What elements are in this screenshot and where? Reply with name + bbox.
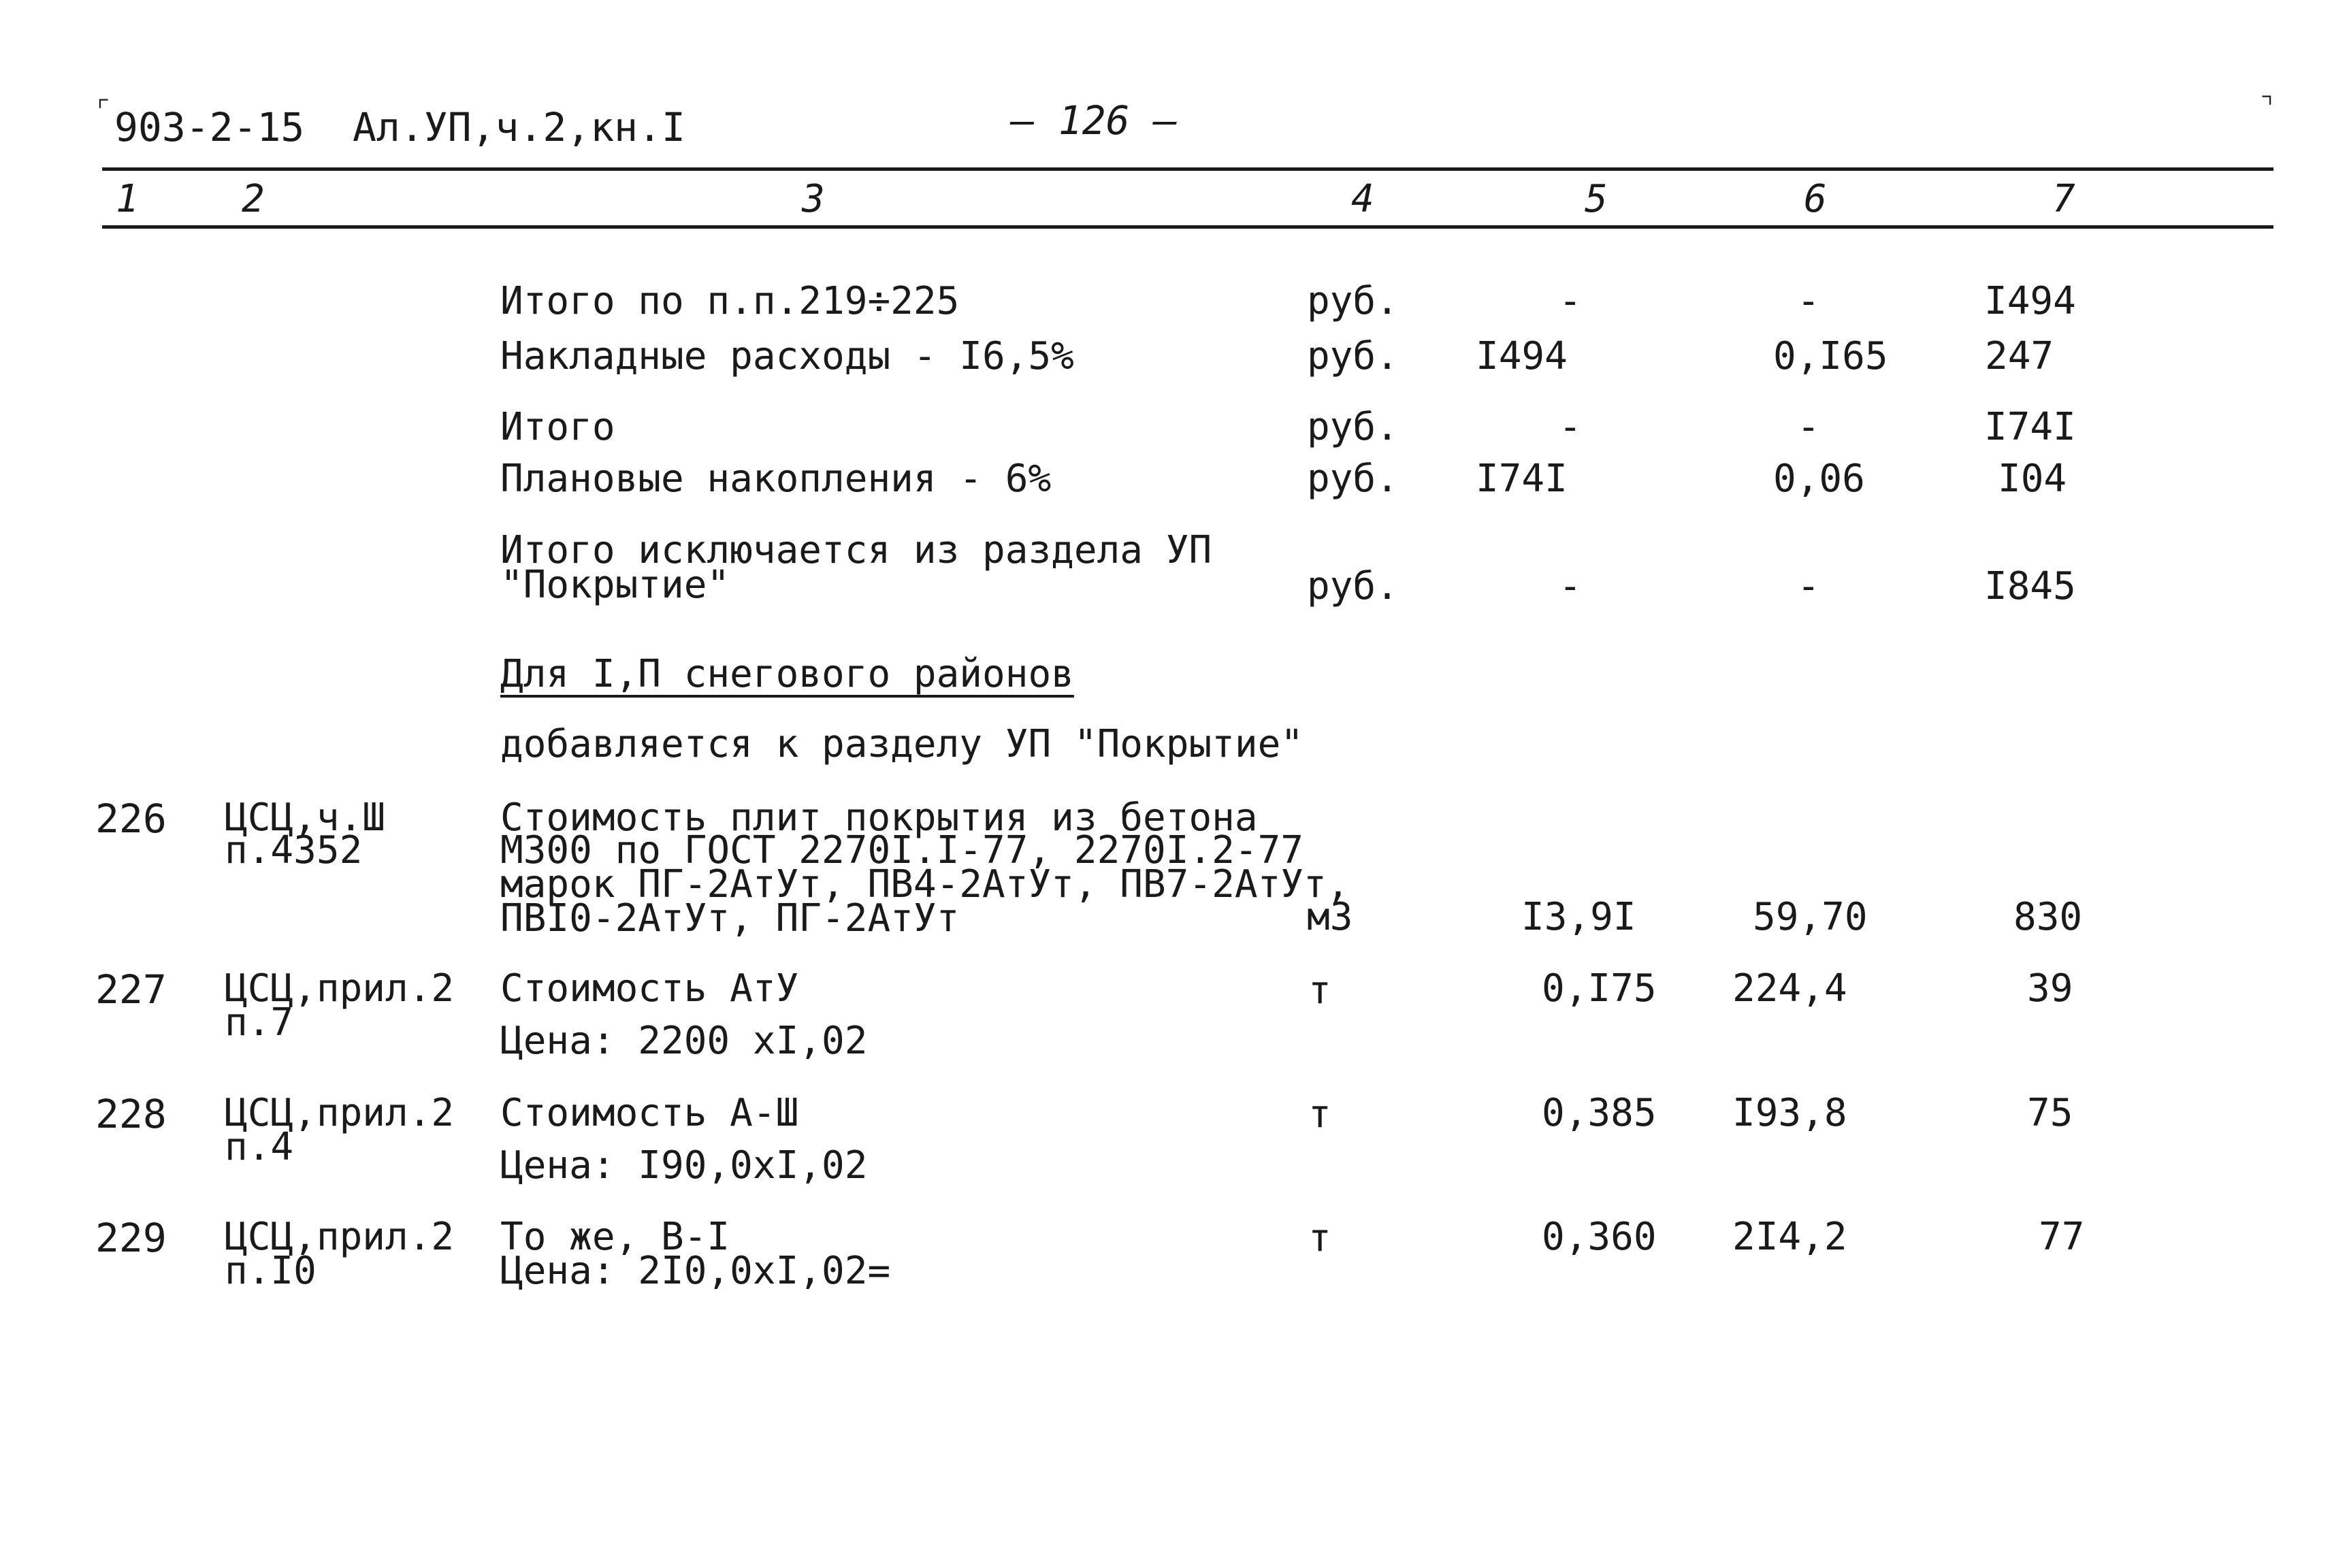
column-number-1: 1 [116, 177, 139, 221]
item-reference: ЦСЦ,прил.2 [225, 1215, 455, 1259]
column-number-4: 4 [1351, 177, 1374, 221]
item-unit: т [1308, 1216, 1331, 1260]
item-unit: т [1308, 1092, 1331, 1137]
summary-price: 0,06 [1773, 457, 1865, 501]
item-quantity: 0,I75 [1542, 966, 1657, 1011]
summary-price: - [1797, 564, 1820, 608]
top-rule [102, 167, 2273, 171]
item-price: I93,8 [1732, 1091, 1847, 1135]
column-number-6: 6 [1804, 177, 1827, 221]
summary-unit: руб. [1307, 279, 1399, 323]
item-price: 59,70 [1753, 895, 1868, 939]
column-number-5: 5 [1585, 177, 1608, 221]
summary-qty: - [1559, 279, 1582, 323]
corner-mark-right: ⌝ [2258, 90, 2276, 121]
summary-total: I04 [1998, 457, 2067, 501]
item-reference-continued: п.I0 [225, 1249, 317, 1293]
summary-label: Итого по п.п.219÷225 [500, 279, 960, 323]
section-title: Для I,П снегового районов [500, 652, 1074, 696]
item-reference: ЦСЦ,прил.2 [225, 1091, 455, 1135]
summary-unit: руб. [1307, 457, 1399, 501]
item-number: 227 [95, 966, 167, 1013]
item-description: М300 по ГОСТ 2270I.I-77, 2270I.2-77 [500, 828, 1304, 872]
item-quantity: I3,9I [1521, 895, 1636, 939]
item-unit: м3 [1307, 895, 1353, 939]
summary-label: Плановые накопления - 6% [500, 457, 1052, 501]
item-total: 75 [2027, 1091, 2073, 1135]
item-description: Стоимость А-Ш [500, 1091, 799, 1135]
column-number-3: 3 [802, 177, 825, 221]
item-total: 77 [2039, 1215, 2085, 1259]
summary-total: I845 [1984, 564, 2076, 608]
column-number-2: 2 [242, 177, 265, 221]
item-reference-continued: п.4 [225, 1125, 294, 1169]
summary-price: 0,I65 [1773, 334, 1888, 378]
summary-total: I74I [1984, 405, 2076, 449]
summary-unit: руб. [1307, 405, 1399, 449]
item-total: 830 [2013, 895, 2083, 939]
item-number: 226 [95, 796, 167, 842]
column-header-rule [102, 225, 2273, 229]
item-price: 2I4,2 [1732, 1215, 1847, 1259]
item-description: Стоимость плит покрытия из бетона [500, 796, 1258, 840]
summary-price: - [1797, 405, 1820, 449]
item-price-note: Цена: 2I0,0хI,02= [500, 1249, 891, 1293]
item-price-note: Цена: 2200 хI,02 [500, 1019, 868, 1063]
section-subtitle: добавляется к разделу УП "Покрытие" [500, 722, 1304, 766]
album-reference: Ал.УП,ч.2,кн.I [353, 104, 685, 150]
summary-unit: руб. [1307, 564, 1399, 608]
item-unit: т [1308, 968, 1331, 1013]
summary-label: Итого исключается из раздела УП [500, 528, 1212, 572]
column-number-7: 7 [2052, 177, 2075, 221]
item-reference-continued: п.4352 [225, 828, 363, 872]
item-total: 39 [2027, 966, 2073, 1011]
corner-mark-left: ⌜ [95, 93, 112, 125]
item-quantity: 0,385 [1542, 1091, 1657, 1135]
item-description: Стоимость АтУ [500, 966, 799, 1011]
item-quantity: 0,360 [1542, 1215, 1657, 1259]
summary-qty: I494 [1476, 334, 1568, 378]
item-reference: ЦСЦ,прил.2 [225, 966, 455, 1011]
item-description: марок ПГ-2АтУт, ПВ4-2АтУт, ПВ7-2АтУт, [500, 862, 1350, 906]
summary-label: Накладные расходы - I6,5% [500, 334, 1074, 378]
item-reference-continued: п.7 [225, 1000, 294, 1045]
item-number: 229 [95, 1215, 167, 1261]
summary-unit: руб. [1307, 334, 1399, 378]
summary-total: I494 [1984, 279, 2076, 323]
item-description: ПВI0-2АтУт, ПГ-2АтУт [500, 896, 960, 941]
summary-label-continued: "Покрытие" [500, 563, 730, 607]
doc-number: 903-2-15 [114, 104, 305, 150]
summary-total: 247 [1985, 334, 2054, 378]
summary-qty: - [1559, 405, 1582, 449]
summary-qty: - [1559, 564, 1582, 608]
item-number: 228 [95, 1091, 167, 1137]
summary-price: - [1797, 279, 1820, 323]
summary-qty: I74I [1476, 457, 1568, 501]
item-price: 224,4 [1732, 966, 1847, 1011]
page-number: — 126 — [1011, 97, 1178, 144]
item-description: То же, В-I [500, 1215, 730, 1259]
item-reference: ЦСЦ,ч.Ш [225, 796, 386, 840]
item-price-note: Цена: I90,0хI,02 [500, 1143, 868, 1188]
summary-label: Итого [500, 405, 615, 449]
